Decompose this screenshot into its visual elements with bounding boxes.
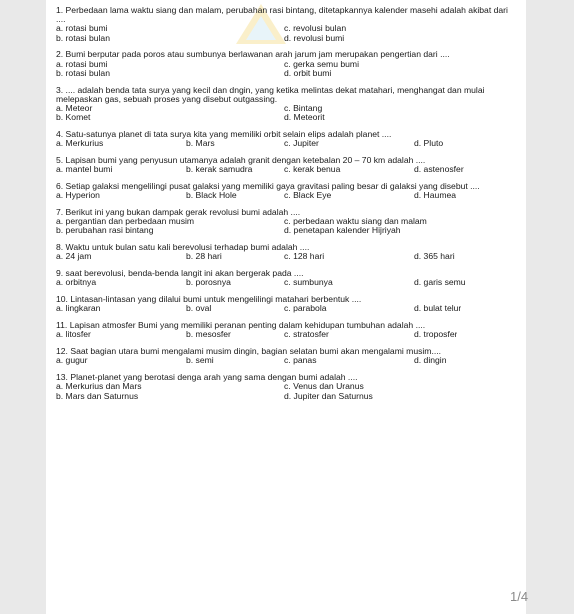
answer-option: c. perbedaan waktu siang dan malam [284,217,427,227]
option-row [56,226,516,235]
answer-option: d. orbit bumi [284,68,332,78]
question-item [56,86,516,123]
question-stem: 4. Satu-satunya planet di tata surya kita yang memiliki orbit selain elips adalah planet .... [56,129,392,140]
answer-option: b. 28 hari [186,252,222,262]
answer-option: a. rotasi bumi [56,24,108,34]
answer-option: b. Black Hole [186,191,237,201]
page-indicator: 1/4 [510,589,529,604]
answer-option: a. pergantian dan perbedaan musim [56,217,195,227]
answer-option: c. stratosfer [284,330,329,340]
option-row [56,104,516,113]
answer-option: d. 365 hari [414,252,455,262]
question-item [56,208,516,236]
question-stem: 10. Lintasan-lintasan yang dilalui bumi untuk mengelilingi matahari berbentuk .... [56,294,362,305]
answer-option: c. Venus dan Uranus [284,382,364,392]
option-row [56,113,516,122]
question-item [56,347,516,365]
answer-option: a. orbitnya [56,278,97,288]
option-row [56,252,516,261]
option-row [56,330,516,339]
answer-option: d. Jupiter dan Saturnus [284,391,373,401]
answer-option: c. 128 hari [284,252,325,262]
answer-option: b. kerak samudra [186,165,253,175]
question-item [56,321,516,339]
question-item [56,373,516,401]
question-stem: 9. saat berevolusi, benda-benda langit ini akan bergerak pada .... [56,268,304,279]
answer-option: b. porosnya [186,278,231,288]
question-item [56,243,516,261]
option-row [56,278,516,287]
option-row [56,60,516,69]
answer-option: a. 24 jam [56,252,92,262]
answer-option: b. semi [186,356,214,366]
answer-option: d. Pluto [414,139,444,149]
answer-option: c. sumbunya [284,278,333,288]
option-row [56,217,516,226]
question-stem: 13. Planet-planet yang berotasi denga arah yang sama dengan bumi adalah .... [56,372,358,383]
answer-option: b. rotasi bulan [56,33,110,43]
question-item [56,269,516,287]
question-stem: 12. Saat bagian utara bumi mengalami musim dingin, bagian selatan bumi akan mengalami musim.... [56,346,442,357]
question-stem: 3. .... adalah benda tata surya yang kecil dan dngin, yang ketika melintas dekat matahari, menghangat dan mulai melepaskan gas, sebuah proses yang disebut outgassing. [56,84,485,104]
answer-option: d. Haumea [414,191,457,201]
answer-option: c. kerak benua [284,165,341,175]
answer-option: c. Black Eye [284,191,332,201]
answer-option: d. troposfer [414,330,458,340]
answer-option: b. mesosfer [186,330,231,340]
question-stem: 5. Lapisan bumi yang penyusun utamanya adalah granit dengan ketebalan 20 – 70 km adalah .... [56,155,426,166]
question-stem: 8. Waktu untuk bulan satu kali berevolusi terhadap bumi adalah .... [56,242,310,253]
answer-option: a. Hyperion [56,191,100,201]
option-row [56,191,516,200]
question-list [56,6,516,408]
answer-option: c. gerka semu bumi [284,59,359,69]
answer-option: d. garis semu [414,278,466,288]
answer-option: a. Merkurius [56,139,104,149]
answer-option: c. revolusi bulan [284,24,347,34]
option-row [56,69,516,78]
answer-option: c. Jupiter [284,139,319,149]
option-row [56,24,516,33]
answer-option: a. gugur [56,356,88,366]
question-item [56,295,516,313]
question-stem: 1. Perbedaan lama waktu siang dan malam, perubahan rasi bintang, ditetapkannya kalender masehi adalah akibat dari .... [56,5,508,25]
answer-option: d. Meteorit [284,113,325,123]
answer-option: d. dingin [414,356,447,366]
answer-option: a. Merkurius dan Mars [56,382,142,392]
question-item [56,182,516,200]
answer-option: c. Bintang [284,104,323,114]
option-row [56,382,516,391]
answer-option: d. astenosfer [414,165,464,175]
option-row [56,356,516,365]
question-stem: 6. Setiap galaksi mengelilingi pusat galaksi yang memiliki gaya gravitasi paling besar di galaksi yang disebut .... [56,181,480,192]
question-stem: 7. Berikut ini yang bukan dampak gerak revolusi bumi adalah .... [56,207,301,218]
option-row [56,34,516,43]
answer-option: c. panas [284,356,317,366]
answer-option: a. Meteor [56,104,93,114]
answer-option: d. penetapan kalender Hijriyah [284,226,401,236]
answer-option: d. revolusi bumi [284,33,345,43]
question-item [56,156,516,174]
answer-option: b. Mars dan Saturnus [56,391,139,401]
option-row [56,139,516,148]
answer-option: b. oval [186,304,212,314]
answer-option: a. rotasi bumi [56,59,108,69]
question-item [56,50,516,78]
answer-option: b. Komet [56,113,91,123]
option-row [56,304,516,313]
answer-option: d. bulat telur [414,304,462,314]
answer-option: c. parabola [284,304,327,314]
option-row [56,392,516,401]
question-item [56,130,516,148]
answer-option: a. litosfer [56,330,91,340]
answer-option: b. rotasi bulan [56,68,110,78]
answer-option: b. perubahan rasi bintang [56,226,154,236]
question-item [56,6,516,43]
question-stem: 11. Lapisan atmosfer Bumi yang memiliki peranan penting dalam kehidupan tumbuhan adalah .... [56,320,426,331]
answer-option: b. Mars [186,139,215,149]
option-row [56,165,516,174]
question-stem: 2. Bumi berputar pada poros atau sumbunya berlawanan arah jarum jam merupakan pengertian dari .... [56,49,450,60]
answer-option: a. mantel bumi [56,165,113,175]
answer-option: a. lingkaran [56,304,101,314]
